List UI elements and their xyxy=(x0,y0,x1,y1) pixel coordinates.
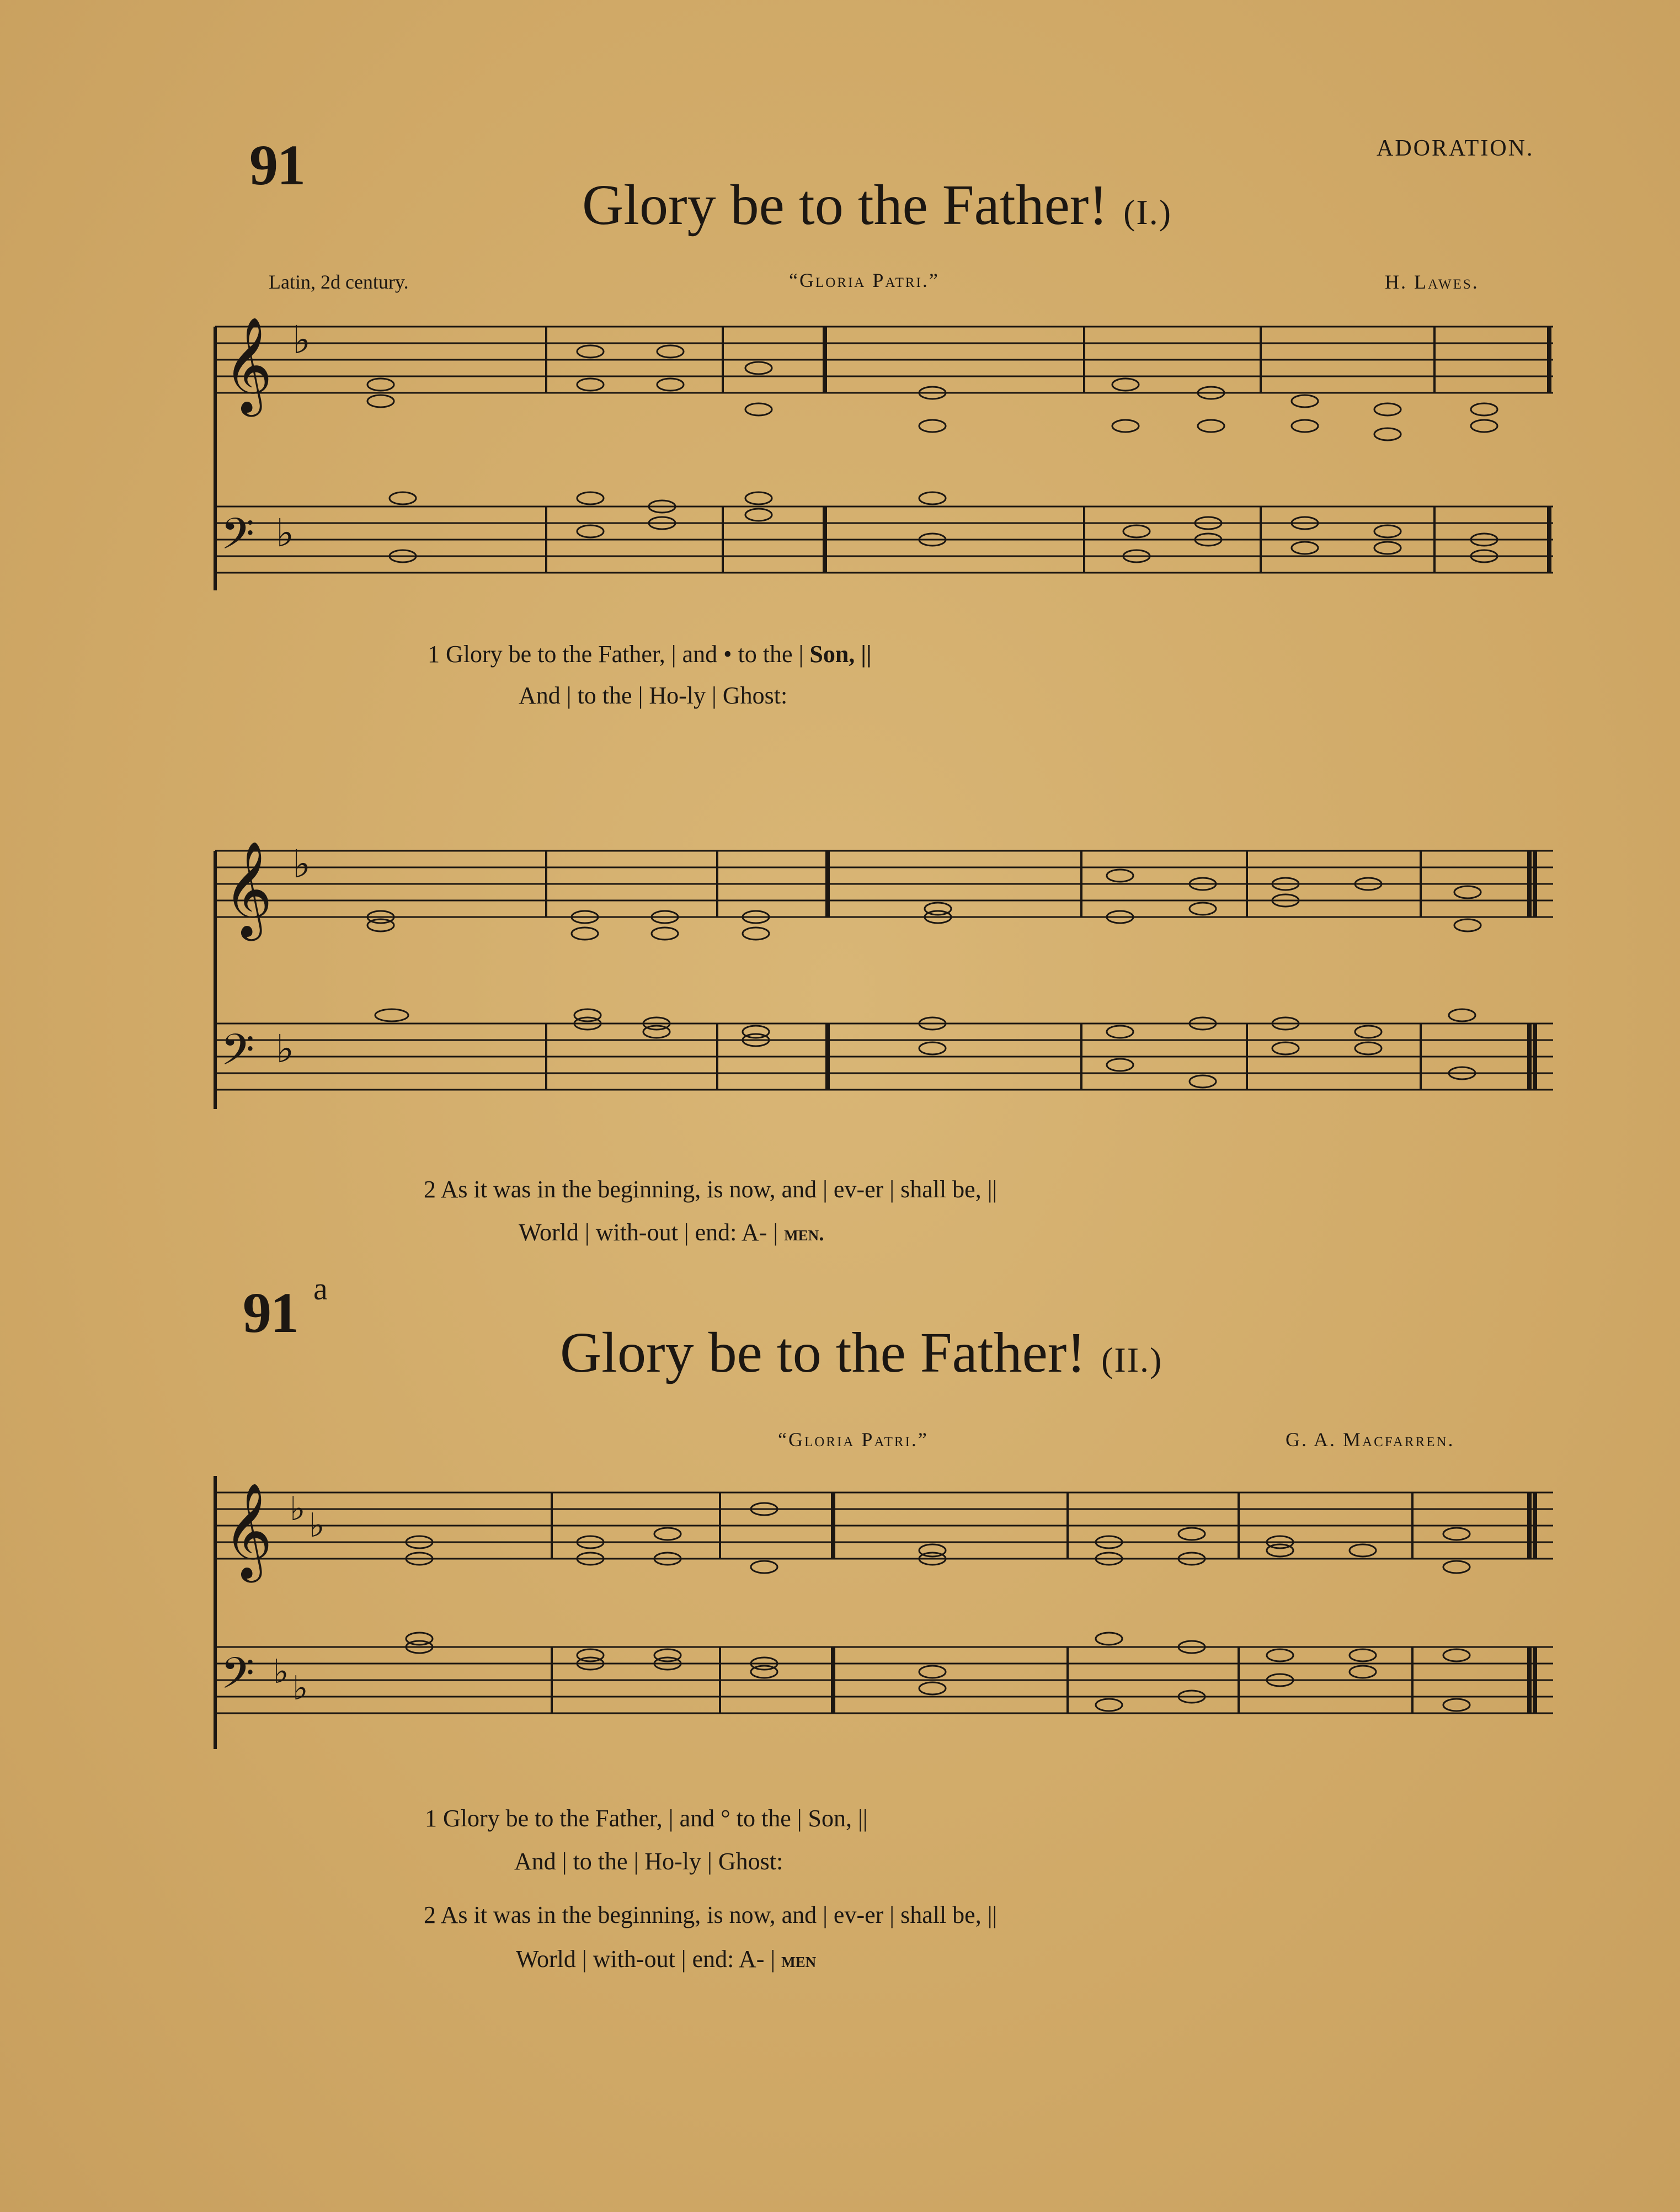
verse-3-line-1: 1 Glory be to the Father, | and ° to the | Son, || xyxy=(425,1805,868,1832)
svg-text:𝄞: 𝄞 xyxy=(223,317,273,413)
svg-text:♭: ♭ xyxy=(292,841,311,887)
barlines-3 xyxy=(552,1493,1535,1713)
hymn-title-text: Glory be to the Father! xyxy=(560,1321,1086,1384)
svg-text:♭: ♭ xyxy=(292,317,311,363)
hymn-number-sup: a xyxy=(313,1271,327,1307)
verse-text-bold: Son, || xyxy=(809,641,872,668)
hymn-title-2 xyxy=(560,1320,1162,1385)
svg-text:𝄞: 𝄞 xyxy=(223,841,273,937)
treble-staff xyxy=(215,327,1553,393)
words-credit: Latin, 2d century. xyxy=(269,271,409,293)
verse-text: World | with-out | end: A- | xyxy=(519,1219,778,1246)
barlines-2 xyxy=(546,851,1535,1090)
hymn-title xyxy=(582,172,1172,238)
bass-staff-2 xyxy=(215,1024,1553,1090)
hymn-number-2 xyxy=(243,1271,327,1346)
svg-text:♭: ♭ xyxy=(290,1490,306,1528)
verse-text: World | with-out | end: A- | xyxy=(516,1946,776,1973)
svg-text:𝄢: 𝄢 xyxy=(221,509,255,570)
composer-2: G. A. Macfarren. xyxy=(1286,1429,1455,1451)
verse-2-line-1: 2 As it was in the beginning, is now, and | ev-er | shall be, || xyxy=(424,1176,998,1203)
treble-staff-2 xyxy=(215,851,1553,917)
verse-1-line-1 xyxy=(428,640,872,668)
svg-text:♭: ♭ xyxy=(309,1506,325,1545)
amen-text: men. xyxy=(784,1222,824,1245)
hymn-part: (I.) xyxy=(1123,193,1172,232)
notes-3 xyxy=(406,1503,1470,1711)
hymn-title-text: Glory be to the Father! xyxy=(582,173,1108,237)
amen-text: men xyxy=(781,1949,817,1972)
section-header: ADORATION. xyxy=(1377,136,1534,161)
verse-3-line-2: And | to the | Ho-ly | Ghost: xyxy=(514,1848,783,1875)
svg-text:♭: ♭ xyxy=(276,1026,295,1072)
bass-staff xyxy=(215,507,1553,573)
verse-2-line-2 xyxy=(519,1218,824,1246)
bass-staff-3 xyxy=(215,1647,1553,1713)
verse-text: 1 Glory be to the Father, | and • to the | xyxy=(428,641,804,668)
barlines-1 xyxy=(546,327,1549,573)
verse-4-line-1: 2 As it was in the beginning, is now, and | ev-er | shall be, || xyxy=(424,1901,998,1928)
composer: H. Lawes. xyxy=(1385,271,1479,293)
svg-text:♭: ♭ xyxy=(276,510,295,556)
tune-name-2: “Gloria Patri.” xyxy=(778,1429,929,1451)
svg-text:𝄞: 𝄞 xyxy=(223,1483,273,1579)
treble-staff-3 xyxy=(215,1493,1553,1559)
svg-text:♭: ♭ xyxy=(273,1653,289,1691)
verse-1-line-2: And | to the | Ho-ly | Ghost: xyxy=(519,682,788,709)
tune-name: “Gloria Patri.” xyxy=(789,269,940,291)
svg-text:♭: ♭ xyxy=(292,1669,308,1708)
svg-text:𝄢: 𝄢 xyxy=(221,1025,255,1086)
hymn-part: (II.) xyxy=(1101,1340,1163,1379)
verse-4-line-2 xyxy=(516,1945,816,1973)
hymn-number-text: 91 xyxy=(243,1281,298,1345)
notes-2 xyxy=(367,870,1481,1088)
notes-1 xyxy=(367,345,1497,562)
svg-text:𝄢: 𝄢 xyxy=(221,1649,255,1709)
hymn-number: 91 xyxy=(249,134,305,197)
